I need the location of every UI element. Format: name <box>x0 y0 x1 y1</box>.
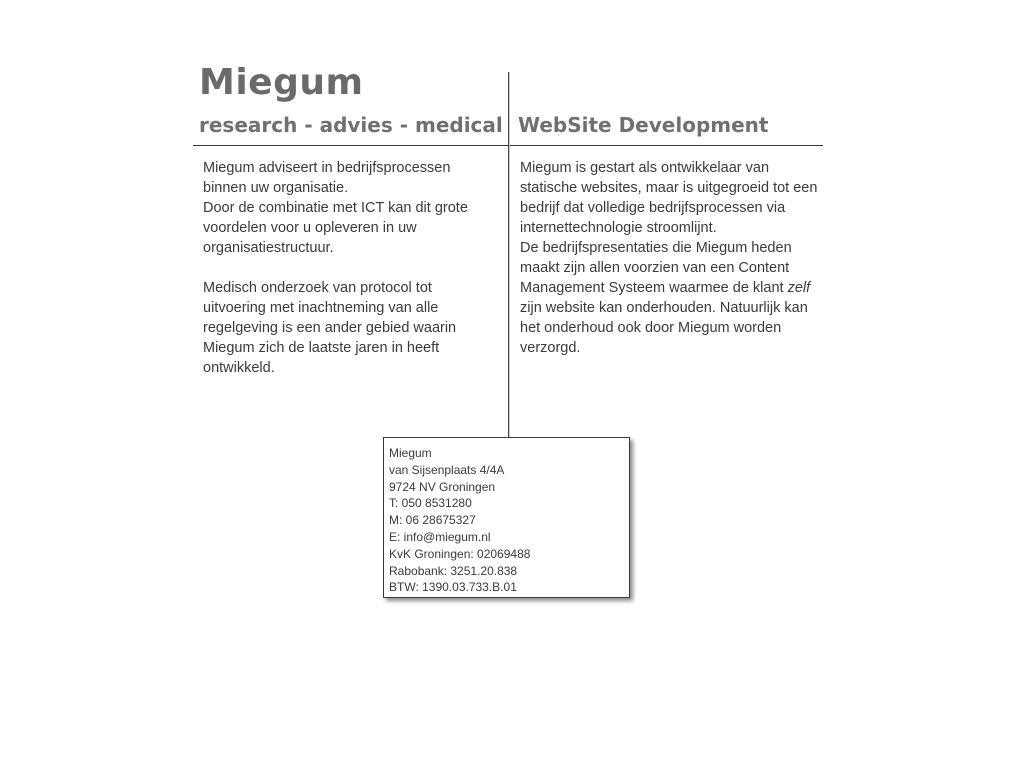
contact-phone: T: 050 8531280 <box>389 496 472 511</box>
text-line: De bedrijfspresentaties die Miegum heden <box>520 240 792 256</box>
text-line: Miegum is gestart als ontwikkelaar van <box>520 160 770 176</box>
contact-company: Miegum <box>389 446 432 460</box>
right-column <box>520 158 835 358</box>
contact-street: van Sijsenplaats 4/4A <box>389 462 505 477</box>
text-line: Medisch onderzoek van protocol tot <box>203 280 432 296</box>
contact-vat: BTW: 1390.03.733.B.01 <box>389 580 517 595</box>
site-title: Miegum <box>199 62 364 103</box>
text-line: verzorgd. <box>520 340 581 356</box>
column-divider <box>508 72 510 438</box>
contact-kvk: KvK Groningen: 02069488 <box>389 546 531 561</box>
contact-mobile: M: 06 28675327 <box>389 513 476 528</box>
text-line: zijn website kan onderhouden. Natuurlijk kan <box>520 300 808 316</box>
text-line: uitvoering met inachtneming van alle <box>203 300 439 316</box>
text-line: Miegum zich de laatste jaren in heeft <box>203 340 440 356</box>
text-line: voordelen voor u opleveren in uw <box>203 220 417 236</box>
right-paragraph-origin <box>520 158 835 238</box>
left-column <box>203 158 503 378</box>
left-paragraph-advice <box>203 158 503 258</box>
contact-city: 9724 NV Groningen <box>389 479 496 494</box>
text-line: bedrijf dat volledige bedrijfsprocessen via <box>520 200 786 216</box>
subtitle-website-development: WebSite Development <box>518 113 769 137</box>
text-line <box>520 278 835 298</box>
contact-card <box>383 437 630 598</box>
contact-email[interactable]: E: info@miegum.nl <box>389 529 491 544</box>
text-line: ontwikkeld. <box>203 360 275 376</box>
text-fragment: Management Systeem waarmee de klant <box>520 280 788 296</box>
text-line: internettechnologie stroomlijnt. <box>520 220 717 236</box>
contact-bank: Rabobank: 3251.20.838 <box>389 563 518 578</box>
emphasis-zelf: zelf <box>787 280 811 296</box>
text-line: maakt zijn allen voorzien van een Content <box>520 260 790 276</box>
text-line: het onderhoud ook door Miegum worden <box>520 320 782 336</box>
subtitle-research: research - advies - medical <box>199 113 503 137</box>
text-line: regelgeving is een ander gebied waarin <box>203 320 457 336</box>
text-line: Door de combinatie met ICT kan dit grote <box>203 200 468 216</box>
paragraph-gap <box>203 258 503 278</box>
text-line: organisatiestructuur. <box>203 240 334 256</box>
text-line: binnen uw organisatie. <box>203 180 349 196</box>
text-line: statische websites, maar is uitgegroeid tot een <box>520 180 818 196</box>
text-line: Miegum adviseert in bedrijfsprocessen <box>203 160 451 176</box>
left-paragraph-medical <box>203 278 503 378</box>
right-paragraph-cms <box>520 238 835 358</box>
